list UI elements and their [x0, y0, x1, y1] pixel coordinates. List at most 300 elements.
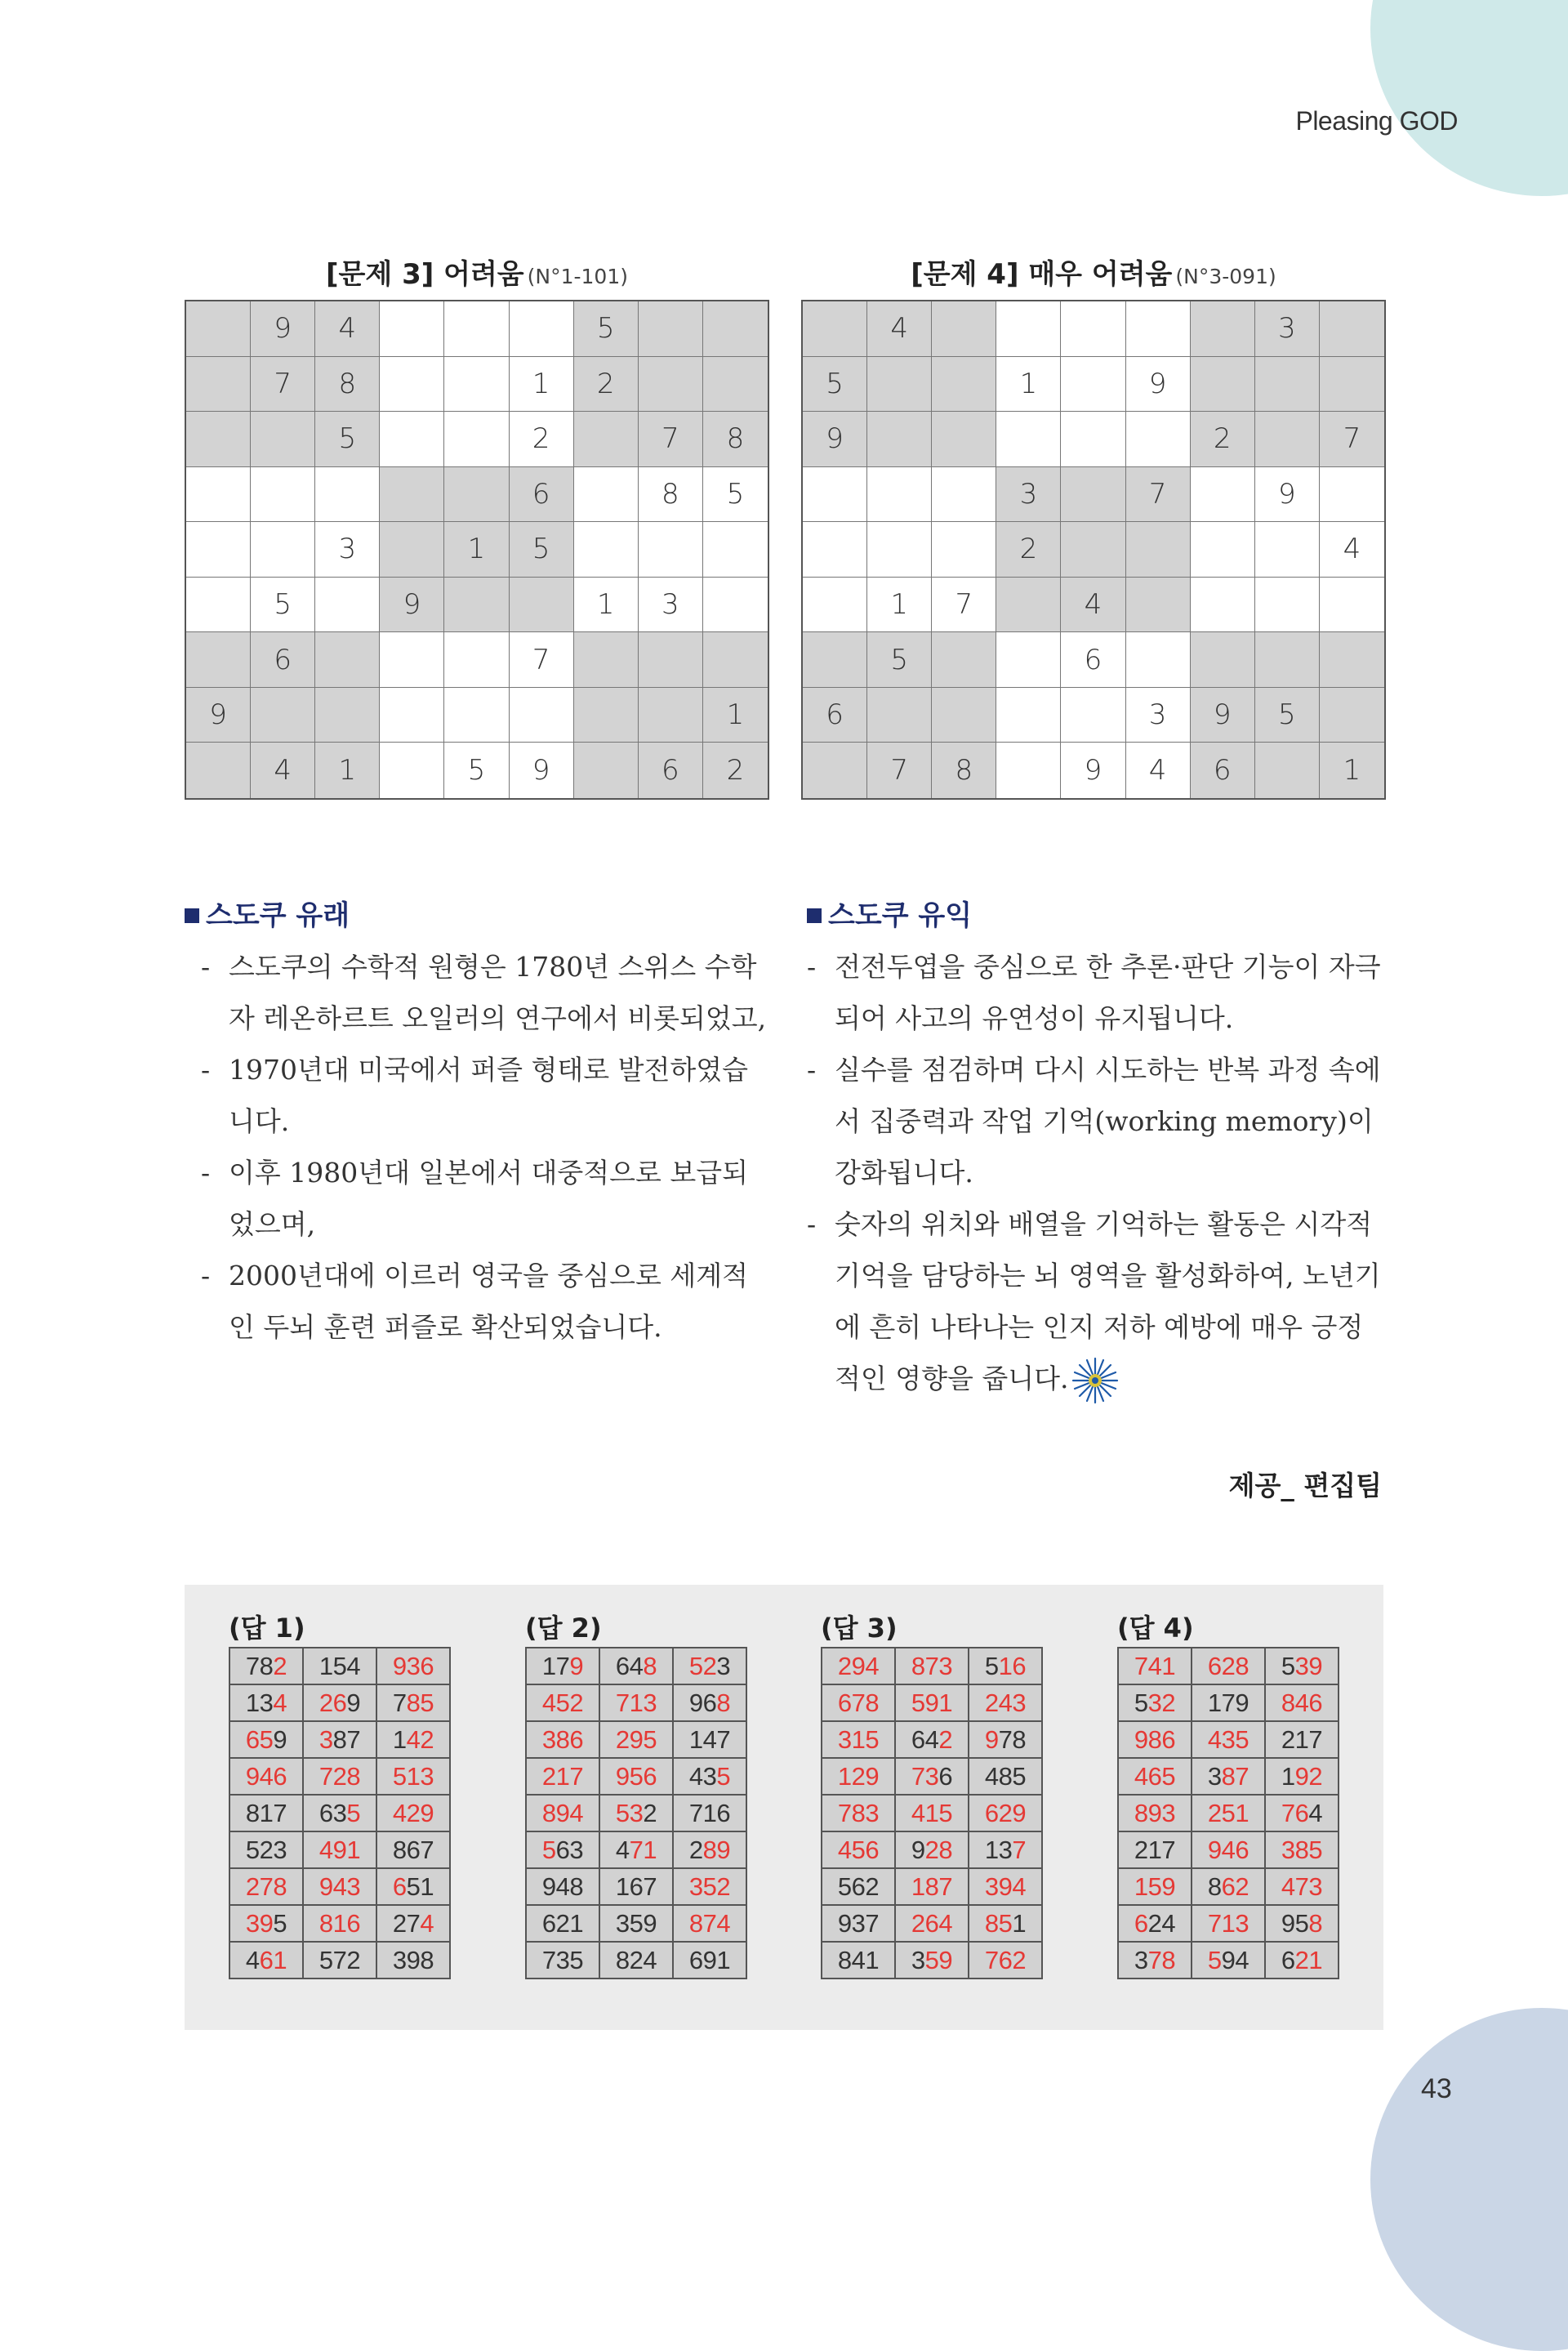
answer-cell: 179 [1192, 1684, 1265, 1721]
sudoku-cell [1126, 412, 1191, 467]
list-item: - 스도쿠의 수학적 원형은 1780년 스위스 수학자 레온하르트 오일러의 연구에서 비롯되었고, [201, 941, 773, 1044]
table-row [1118, 1758, 1339, 1795]
puzzle-4-title [801, 252, 1386, 292]
sudoku-cell [444, 632, 509, 688]
sudoku-cell [1061, 412, 1125, 467]
sudoku-cell [996, 688, 1061, 743]
answer-cell: 736 [895, 1758, 969, 1795]
sudoku-cell: 9 [1126, 357, 1191, 413]
sudoku-cell: 3 [1126, 688, 1191, 743]
table-row [822, 1758, 1042, 1795]
answer-label: (답 2) [525, 1613, 602, 1644]
table-row [1118, 1831, 1339, 1868]
answer-cell: 387 [1192, 1758, 1265, 1795]
sudoku-cell [186, 632, 251, 688]
sudoku-cell [1191, 632, 1255, 688]
answer-panel [185, 1585, 1383, 2030]
sudoku-cell [1191, 522, 1255, 578]
answer-block-1 [229, 1608, 451, 1979]
answer-cell: 659 [229, 1721, 303, 1758]
sudoku-cell: 5 [574, 301, 639, 357]
sudoku-cell: 4 [1126, 743, 1191, 798]
sudoku-cell [1191, 578, 1255, 633]
sudoku-cell [932, 688, 996, 743]
sudoku-cell [380, 412, 444, 467]
sudoku-cell [1061, 522, 1125, 578]
section-heading-benefit-text: 스도쿠 유익 [828, 899, 973, 932]
table-row [229, 1831, 450, 1868]
answer-block-2 [525, 1608, 747, 1979]
sudoku-cell: 5 [1255, 688, 1320, 743]
sudoku-cell: 9 [380, 578, 444, 633]
sudoku-cell [1255, 632, 1320, 688]
answer-cell: 187 [895, 1868, 969, 1905]
sudoku-cell: 4 [315, 301, 380, 357]
sudoku-cell [1320, 357, 1384, 413]
answer-cell: 471 [599, 1831, 673, 1868]
sudoku-cell: 2 [510, 412, 574, 467]
answer-cell: 851 [969, 1905, 1042, 1942]
sudoku-cell [315, 688, 380, 743]
table-row [526, 1868, 746, 1905]
answer-cell: 278 [229, 1868, 303, 1905]
answer-cell: 867 [376, 1831, 450, 1868]
sudoku-cell [186, 467, 251, 523]
answer-cell: 968 [673, 1684, 746, 1721]
sudoku-cell [1320, 632, 1384, 688]
sudoku-cell [510, 688, 574, 743]
answer-cell: 894 [526, 1795, 599, 1831]
sudoku-cell [639, 522, 703, 578]
sudoku-cell [1191, 301, 1255, 357]
table-row [1118, 1795, 1339, 1831]
sudoku-cell: 2 [574, 357, 639, 413]
sudoku-cell: 7 [639, 412, 703, 467]
sudoku-cell [996, 301, 1061, 357]
list-item: - 실수를 점검하며 다시 시도하는 반복 과정 속에서 집중력과 작업 기억(working memory)이 강화됩니다. [807, 1044, 1387, 1198]
answer-cell: 523 [673, 1648, 746, 1684]
sudoku-cell [1126, 301, 1191, 357]
sudoku-cell: 6 [803, 688, 867, 743]
answer-cell: 395 [229, 1905, 303, 1942]
answer-cell: 785 [376, 1684, 450, 1721]
answer-cell: 159 [1118, 1868, 1192, 1905]
answer-cell: 415 [895, 1795, 969, 1831]
sudoku-cell [1320, 688, 1384, 743]
table-row [822, 1648, 1042, 1684]
table-row [822, 1905, 1042, 1942]
sudoku-cell [315, 632, 380, 688]
sudoku-cell [380, 688, 444, 743]
answer-cell: 129 [822, 1758, 895, 1795]
answer-cell: 621 [526, 1905, 599, 1942]
sudoku-cell [444, 301, 509, 357]
table-row [229, 1868, 450, 1905]
sudoku-cell: 1 [703, 688, 768, 743]
answer-cell: 154 [303, 1648, 376, 1684]
answer-cell: 456 [822, 1831, 895, 1868]
sudoku-cell [186, 522, 251, 578]
answer-label: (답 3) [821, 1613, 898, 1644]
sudoku-cell [380, 467, 444, 523]
puzzle-3-title-text: [문제 3] 어려움 [326, 258, 524, 291]
benefit-list [807, 941, 1387, 1405]
sudoku-cell [932, 632, 996, 688]
list-item-last [807, 1198, 1387, 1405]
table-row [1118, 1905, 1339, 1942]
sudoku-cell: 6 [251, 632, 315, 688]
sudoku-cell [1061, 688, 1125, 743]
answer-cell: 264 [895, 1905, 969, 1942]
answer-cell: 986 [1118, 1721, 1192, 1758]
sudoku-cell: 1 [996, 357, 1061, 413]
table-row [822, 1942, 1042, 1978]
answer-cell: 251 [1192, 1795, 1265, 1831]
puzzle-4-subtitle: (N°3-091) [1175, 265, 1276, 288]
answer-cell: 958 [1265, 1905, 1339, 1942]
sudoku-cell [703, 357, 768, 413]
answer-cell: 147 [673, 1721, 746, 1758]
sudoku-cell: 2 [1191, 412, 1255, 467]
answer-cell: 295 [599, 1721, 673, 1758]
puzzle-3-title [185, 252, 769, 292]
sudoku-cell: 6 [510, 467, 574, 523]
answer-cell: 491 [303, 1831, 376, 1868]
sudoku-cell: 5 [251, 578, 315, 633]
answer-cell: 137 [969, 1831, 1042, 1868]
table-row [229, 1648, 450, 1684]
sudoku-cell [932, 301, 996, 357]
answer-table-2 [525, 1647, 747, 1979]
table-row [1118, 1684, 1339, 1721]
sudoku-cell: 2 [703, 743, 768, 798]
sudoku-cell [1255, 522, 1320, 578]
sudoku-cell [1061, 357, 1125, 413]
answer-cell: 167 [599, 1868, 673, 1905]
sudoku-cell [803, 743, 867, 798]
answer-cell: 816 [303, 1905, 376, 1942]
table-row [526, 1831, 746, 1868]
sudoku-cell [1320, 578, 1384, 633]
answer-cell: 572 [303, 1942, 376, 1978]
sudoku-cell: 9 [1191, 688, 1255, 743]
answer-cell: 398 [376, 1942, 450, 1978]
credit: 제공_ 편집팀 [1228, 1470, 1382, 1501]
section-heading-origin-text: 스도쿠 유래 [206, 899, 350, 932]
answer-cell: 937 [822, 1905, 895, 1942]
sparkle-icon [1071, 1356, 1120, 1405]
sudoku-cell [251, 467, 315, 523]
sudoku-cell [444, 688, 509, 743]
sudoku-cell: 6 [1061, 632, 1125, 688]
answer-cell: 782 [229, 1648, 303, 1684]
answer-cell: 243 [969, 1684, 1042, 1721]
answer-cell: 741 [1118, 1648, 1192, 1684]
answer-cell: 817 [229, 1795, 303, 1831]
answer-cell: 294 [822, 1648, 895, 1684]
answer-cell: 956 [599, 1758, 673, 1795]
table-row [822, 1721, 1042, 1758]
sudoku-cell: 3 [996, 467, 1061, 523]
sudoku-cell [1255, 578, 1320, 633]
answer-cell: 142 [376, 1721, 450, 1758]
answer-cell: 269 [303, 1684, 376, 1721]
answer-cell: 473 [1265, 1868, 1339, 1905]
sudoku-cell [639, 301, 703, 357]
sudoku-cell: 1 [510, 357, 574, 413]
list-item: - 2000년대에 이르러 영국을 중심으로 세계적인 두뇌 훈련 퍼즐로 확산되었습니다. [201, 1250, 773, 1353]
sudoku-cell [639, 357, 703, 413]
table-row [526, 1684, 746, 1721]
square-bullet-icon [807, 908, 822, 923]
answer-cell: 862 [1192, 1868, 1265, 1905]
sudoku-cell [251, 688, 315, 743]
sudoku-cell [380, 522, 444, 578]
answer-table-4 [1117, 1647, 1339, 1979]
sudoku-cell [444, 412, 509, 467]
sudoku-cell: 9 [510, 743, 574, 798]
answer-cell: 978 [969, 1721, 1042, 1758]
puzzle-3-subtitle: (N°1-101) [527, 265, 628, 288]
sudoku-cell: 6 [1191, 743, 1255, 798]
sudoku-cell [315, 467, 380, 523]
answer-cell: 485 [969, 1758, 1042, 1795]
sudoku-cell [1191, 357, 1255, 413]
decorative-circle-bottom [1370, 2008, 1568, 2351]
sudoku-cell [186, 357, 251, 413]
list-item: - 이후 1980년대 일본에서 대중적으로 보급되었으며, [201, 1147, 773, 1250]
sudoku-grid-4 [801, 300, 1386, 800]
answer-cell: 591 [895, 1684, 969, 1721]
sudoku-cell [510, 301, 574, 357]
answer-cell: 217 [1118, 1831, 1192, 1868]
sudoku-cell: 5 [444, 743, 509, 798]
section-heading-benefit [807, 893, 972, 933]
table-row [229, 1905, 450, 1942]
answer-cell: 841 [822, 1942, 895, 1978]
answer-cell: 728 [303, 1758, 376, 1795]
sudoku-cell [703, 522, 768, 578]
sudoku-cell: 4 [251, 743, 315, 798]
sudoku-cell: 5 [315, 412, 380, 467]
answer-cell: 435 [1192, 1721, 1265, 1758]
list-item: - 1970년대 미국에서 퍼즐 형태로 발전하였습니다. [201, 1044, 773, 1147]
table-row [229, 1721, 450, 1758]
sudoku-cell: 9 [251, 301, 315, 357]
sudoku-cell [380, 357, 444, 413]
answer-cell: 621 [1265, 1942, 1339, 1978]
sudoku-cell [996, 578, 1061, 633]
sudoku-cell: 7 [867, 743, 932, 798]
sudoku-cell [996, 412, 1061, 467]
sudoku-cell: 3 [639, 578, 703, 633]
sudoku-cell: 5 [703, 467, 768, 523]
answer-block-4 [1117, 1608, 1339, 1979]
sudoku-cell [803, 301, 867, 357]
answer-cell: 192 [1265, 1758, 1339, 1795]
sudoku-cell: 1 [1320, 743, 1384, 798]
sudoku-cell: 1 [444, 522, 509, 578]
sudoku-cell: 9 [1255, 467, 1320, 523]
answer-cell: 563 [526, 1831, 599, 1868]
table-row [822, 1684, 1042, 1721]
answer-cell: 764 [1265, 1795, 1339, 1831]
sudoku-cell: 1 [315, 743, 380, 798]
sudoku-cell: 4 [1320, 522, 1384, 578]
answer-cell: 678 [822, 1684, 895, 1721]
sudoku-cell [1320, 301, 1384, 357]
sudoku-cell [186, 412, 251, 467]
sudoku-cell [574, 743, 639, 798]
sudoku-cell [803, 632, 867, 688]
sudoku-cell [703, 301, 768, 357]
sudoku-cell [639, 632, 703, 688]
sudoku-cell: 5 [867, 632, 932, 688]
sudoku-cell: 6 [639, 743, 703, 798]
sudoku-cell [803, 578, 867, 633]
answer-cell: 928 [895, 1831, 969, 1868]
answer-cell: 713 [599, 1684, 673, 1721]
sudoku-cell [186, 301, 251, 357]
sudoku-cell [867, 412, 932, 467]
answer-cell: 315 [822, 1721, 895, 1758]
sudoku-cell [1255, 357, 1320, 413]
sudoku-cell: 9 [1061, 743, 1125, 798]
sudoku-cell [574, 412, 639, 467]
sudoku-cell [444, 578, 509, 633]
answer-cell: 628 [1192, 1648, 1265, 1684]
sudoku-cell [1126, 632, 1191, 688]
sudoku-cell [574, 522, 639, 578]
answer-cell: 946 [229, 1758, 303, 1795]
sudoku-cell: 8 [932, 743, 996, 798]
table-row [822, 1831, 1042, 1868]
answer-cell: 378 [1118, 1942, 1192, 1978]
answer-cell: 642 [895, 1721, 969, 1758]
sudoku-cell: 4 [867, 301, 932, 357]
sudoku-cell [186, 743, 251, 798]
sudoku-cell [444, 467, 509, 523]
answer-cell: 936 [376, 1648, 450, 1684]
sudoku-cell [932, 467, 996, 523]
sudoku-cell [186, 578, 251, 633]
answer-cell: 943 [303, 1868, 376, 1905]
sudoku-cell [574, 467, 639, 523]
answer-cell: 651 [376, 1868, 450, 1905]
sudoku-cell [1191, 467, 1255, 523]
answer-label: (답 4) [1117, 1613, 1194, 1644]
table-row [1118, 1942, 1339, 1978]
sudoku-cell: 3 [1255, 301, 1320, 357]
answer-cell: 594 [1192, 1942, 1265, 1978]
answer-cell: 635 [303, 1795, 376, 1831]
table-row [229, 1684, 450, 1721]
sudoku-cell [867, 688, 932, 743]
sudoku-cell [867, 357, 932, 413]
table-row [526, 1758, 746, 1795]
sudoku-cell [703, 632, 768, 688]
sudoku-cell [803, 467, 867, 523]
sudoku-cell [703, 578, 768, 633]
table-row [229, 1758, 450, 1795]
answer-cell: 429 [376, 1795, 450, 1831]
answer-cell: 465 [1118, 1758, 1192, 1795]
answer-cell: 539 [1265, 1648, 1339, 1684]
page-number: 43 [1421, 2073, 1452, 2104]
sudoku-cell: 2 [996, 522, 1061, 578]
answer-cell: 624 [1118, 1905, 1192, 1942]
answer-cell: 461 [229, 1942, 303, 1978]
sudoku-grid-3 [185, 300, 769, 800]
answer-cell: 217 [526, 1758, 599, 1795]
square-bullet-icon [185, 908, 199, 923]
sudoku-cell [1126, 522, 1191, 578]
answer-cell: 762 [969, 1942, 1042, 1978]
answer-cell: 783 [822, 1795, 895, 1831]
sudoku-cell: 7 [251, 357, 315, 413]
sudoku-cell: 9 [803, 412, 867, 467]
answer-cell: 513 [376, 1758, 450, 1795]
sudoku-cell [251, 412, 315, 467]
sudoku-cell: 7 [1126, 467, 1191, 523]
sudoku-cell: 7 [510, 632, 574, 688]
sudoku-cell [574, 632, 639, 688]
sudoku-cell [867, 522, 932, 578]
answer-cell: 385 [1265, 1831, 1339, 1868]
sudoku-cell [380, 743, 444, 798]
sudoku-cell [932, 357, 996, 413]
sudoku-cell [574, 688, 639, 743]
puzzle-4-title-text: [문제 4] 매우 어려움 [911, 258, 1173, 291]
sudoku-cell [251, 522, 315, 578]
answer-cell: 387 [303, 1721, 376, 1758]
sudoku-cell [1126, 578, 1191, 633]
answer-cell: 946 [1192, 1831, 1265, 1868]
answer-table-3 [821, 1647, 1043, 1979]
answer-cell: 352 [673, 1868, 746, 1905]
sudoku-cell [444, 357, 509, 413]
sudoku-cell [1061, 301, 1125, 357]
sudoku-cell [932, 522, 996, 578]
sudoku-cell [380, 301, 444, 357]
sudoku-cell [803, 522, 867, 578]
answer-cell: 274 [376, 1905, 450, 1942]
answer-cell: 824 [599, 1942, 673, 1978]
answer-cell: 562 [822, 1868, 895, 1905]
table-row [526, 1721, 746, 1758]
answer-cell: 846 [1265, 1684, 1339, 1721]
sudoku-cell [996, 743, 1061, 798]
table-row [526, 1648, 746, 1684]
answer-cell: 874 [673, 1905, 746, 1942]
sudoku-cell [639, 688, 703, 743]
answer-cell: 179 [526, 1648, 599, 1684]
table-row [526, 1942, 746, 1978]
answer-cell: 523 [229, 1831, 303, 1868]
list-item-text: 숫자의 위치와 배열을 기억하는 활동은 시각적 기억을 담당하는 뇌 영역을 활성화하여, 노년기에 흔히 나타나는 인지 저하 예방에 매우 긍정적인 영향을 줍니다. [835, 1208, 1381, 1394]
table-row [822, 1795, 1042, 1831]
table-row [1118, 1648, 1339, 1684]
origin-list [201, 941, 773, 1353]
answer-block-3 [821, 1608, 1043, 1979]
answer-cell: 217 [1265, 1721, 1339, 1758]
answer-cell: 948 [526, 1868, 599, 1905]
table-row [1118, 1868, 1339, 1905]
sudoku-cell: 8 [639, 467, 703, 523]
answer-cell: 629 [969, 1795, 1042, 1831]
sudoku-cell [380, 632, 444, 688]
answer-cell: 386 [526, 1721, 599, 1758]
